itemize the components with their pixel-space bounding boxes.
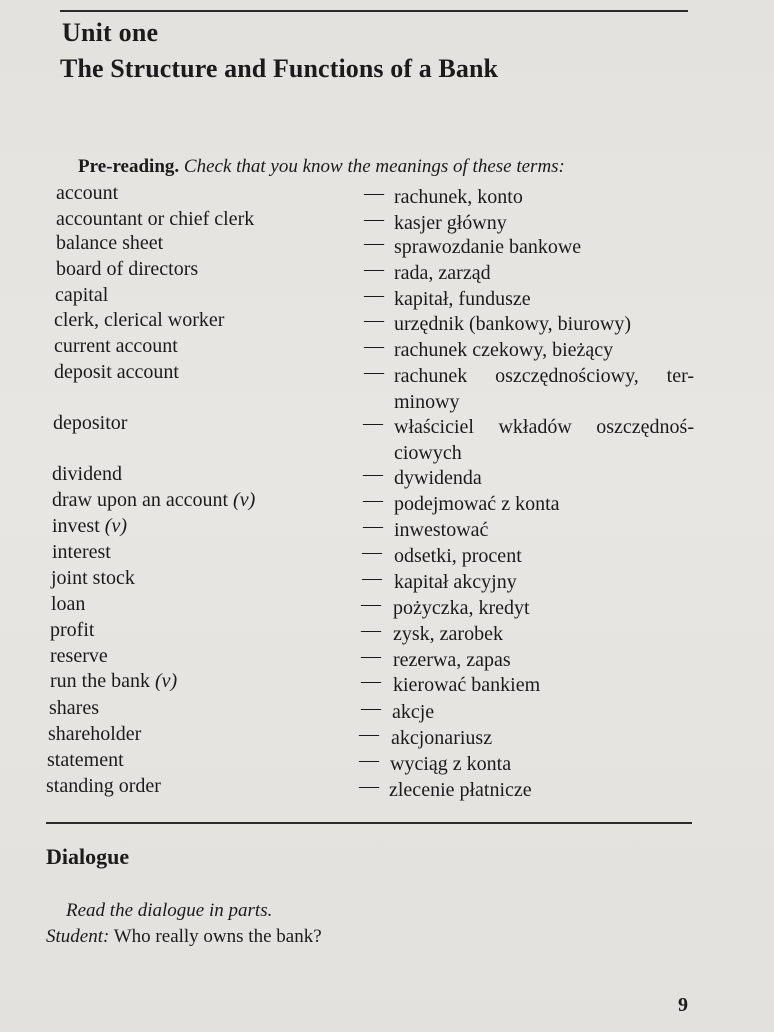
- glossary-term-text: accountant or chief clerk: [56, 208, 255, 230]
- prereading-lead: Pre-reading.: [78, 156, 180, 177]
- section-divider: [46, 822, 692, 824]
- glossary-meaning: rezerwa, zapas: [393, 649, 511, 671]
- glossary-term-text: clerk, clerical worker: [54, 309, 225, 331]
- glossary-dash: —: [364, 182, 384, 204]
- glossary-term: [50, 619, 94, 642]
- glossary-term: [56, 182, 118, 205]
- glossary-dash: —: [362, 567, 382, 589]
- glossary-meaning: wyciąg z konta: [390, 753, 512, 775]
- glossary-term-text: shares: [49, 697, 99, 719]
- glossary-meaning: właściciel wkładów oszczędnoś- ciowych: [394, 416, 694, 464]
- glossary-dash: —: [364, 309, 384, 331]
- glossary-dash: —: [363, 515, 383, 537]
- glossary-dash: —: [364, 208, 384, 230]
- glossary-dash: —: [362, 541, 382, 563]
- glossary-meaning: kapitał, fundusze: [394, 288, 531, 310]
- glossary-term-text: loan: [51, 593, 86, 615]
- glossary-term: [47, 749, 124, 772]
- glossary-term: [55, 284, 108, 307]
- glossary-dash: —: [364, 335, 384, 357]
- glossary-term: [52, 489, 255, 512]
- glossary-term: [52, 515, 127, 538]
- unit-label: Unit one: [62, 18, 159, 47]
- glossary-meaning: kierować bankiem: [393, 674, 541, 696]
- glossary-meaning: odsetki, procent: [394, 545, 522, 567]
- glossary-term-text: profit: [50, 619, 95, 641]
- glossary-term-text: draw upon an account: [52, 489, 229, 511]
- dialogue-instruction: Read the dialogue in parts.: [66, 900, 273, 921]
- glossary-term-text: run the bank: [50, 670, 150, 692]
- dialogue-heading: Dialogue: [46, 844, 130, 869]
- glossary-meaning: akcjonariusz: [391, 727, 493, 749]
- dialogue-speaker: Student:: [46, 926, 110, 947]
- glossary-meaning: zlecenie płatnicze: [389, 779, 532, 801]
- glossary-term: [49, 697, 99, 720]
- glossary-term-text: dividend: [52, 463, 122, 485]
- glossary-term: [53, 412, 127, 435]
- glossary-meaning: sprawozdanie bankowe: [394, 236, 582, 258]
- glossary-term: [56, 208, 254, 231]
- prereading-text: Check that you know the meanings of these terms:: [183, 156, 565, 177]
- glossary-term-text: balance sheet: [56, 232, 164, 254]
- glossary-term: [52, 463, 122, 486]
- unit-title: The Structure and Functions of a Bank: [60, 54, 499, 83]
- glossary-term: [51, 567, 135, 590]
- glossary-term-text: capital: [55, 284, 109, 306]
- glossary-term: [51, 593, 85, 616]
- glossary-meaning: akcje: [392, 701, 435, 723]
- glossary-term: [46, 775, 161, 798]
- glossary-dash: —: [361, 593, 381, 615]
- glossary-dash: —: [364, 258, 384, 280]
- glossary-dash: —: [359, 749, 379, 771]
- glossary-dash: —: [359, 775, 379, 797]
- glossary-part-of-speech: (v): [233, 489, 256, 511]
- glossary-term-text: statement: [47, 749, 124, 771]
- glossary-term-text: deposit account: [54, 361, 179, 383]
- top-rule: [60, 10, 688, 12]
- prereading-instruction: [78, 156, 565, 178]
- glossary-dash: —: [361, 645, 381, 667]
- glossary-dash: —: [363, 489, 383, 511]
- glossary-term-text: interest: [52, 541, 111, 563]
- glossary-dash: —: [363, 463, 383, 485]
- glossary-dash: —: [364, 361, 384, 383]
- glossary-meaning: pożyczka, kredyt: [393, 597, 530, 619]
- glossary-meaning: rachunek czekowy, bieżący: [394, 339, 614, 361]
- glossary-meaning: rachunek, konto: [394, 186, 523, 208]
- glossary-meaning: rada, zarząd: [394, 262, 491, 284]
- glossary-term-text: joint stock: [51, 567, 135, 589]
- glossary-dash: —: [359, 723, 379, 745]
- glossary-meaning: kasjer główny: [394, 212, 507, 234]
- glossary-term-text: shareholder: [48, 723, 142, 745]
- glossary-meaning: podejmować z konta: [394, 493, 560, 515]
- page-number: 9: [678, 994, 688, 1016]
- glossary-meaning: rachunek oszczędnościowy, ter- minowy: [394, 365, 694, 413]
- glossary-dash: —: [364, 232, 384, 254]
- glossary-dash: —: [361, 619, 381, 641]
- glossary-term-text: current account: [54, 335, 178, 357]
- glossary-dash: —: [361, 670, 381, 692]
- glossary-term: [50, 645, 108, 668]
- glossary-term-text: reserve: [50, 645, 108, 667]
- glossary-term: [50, 670, 177, 693]
- glossary-term-text: depositor: [53, 412, 128, 434]
- glossary-part-of-speech: (v): [104, 515, 127, 537]
- glossary-term: [54, 361, 179, 384]
- glossary-term-text: board of directors: [56, 258, 199, 280]
- glossary-meaning: inwestować: [394, 519, 489, 541]
- glossary-term-text: standing order: [46, 775, 161, 797]
- glossary-dash: —: [363, 412, 383, 434]
- glossary-dash: —: [361, 697, 381, 719]
- dialogue-text: Who really owns the bank?: [113, 926, 322, 947]
- glossary-meaning: dywidenda: [394, 467, 482, 489]
- glossary-term: [56, 258, 198, 281]
- glossary-term: [56, 232, 163, 255]
- glossary-term-text: invest: [52, 515, 100, 537]
- glossary-term: [52, 541, 111, 564]
- glossary-part-of-speech: (v): [154, 670, 178, 692]
- dialogue-line: [46, 926, 322, 948]
- glossary-meaning: urzędnik (bankowy, biurowy): [394, 313, 631, 335]
- glossary-term: [48, 723, 141, 746]
- glossary-term: [54, 335, 178, 358]
- glossary-term-text: account: [56, 182, 119, 204]
- glossary-meaning: kapitał akcyjny: [394, 571, 517, 593]
- glossary-meaning: zysk, zarobek: [393, 623, 503, 645]
- glossary-dash: —: [364, 284, 384, 306]
- glossary-term: [54, 309, 224, 332]
